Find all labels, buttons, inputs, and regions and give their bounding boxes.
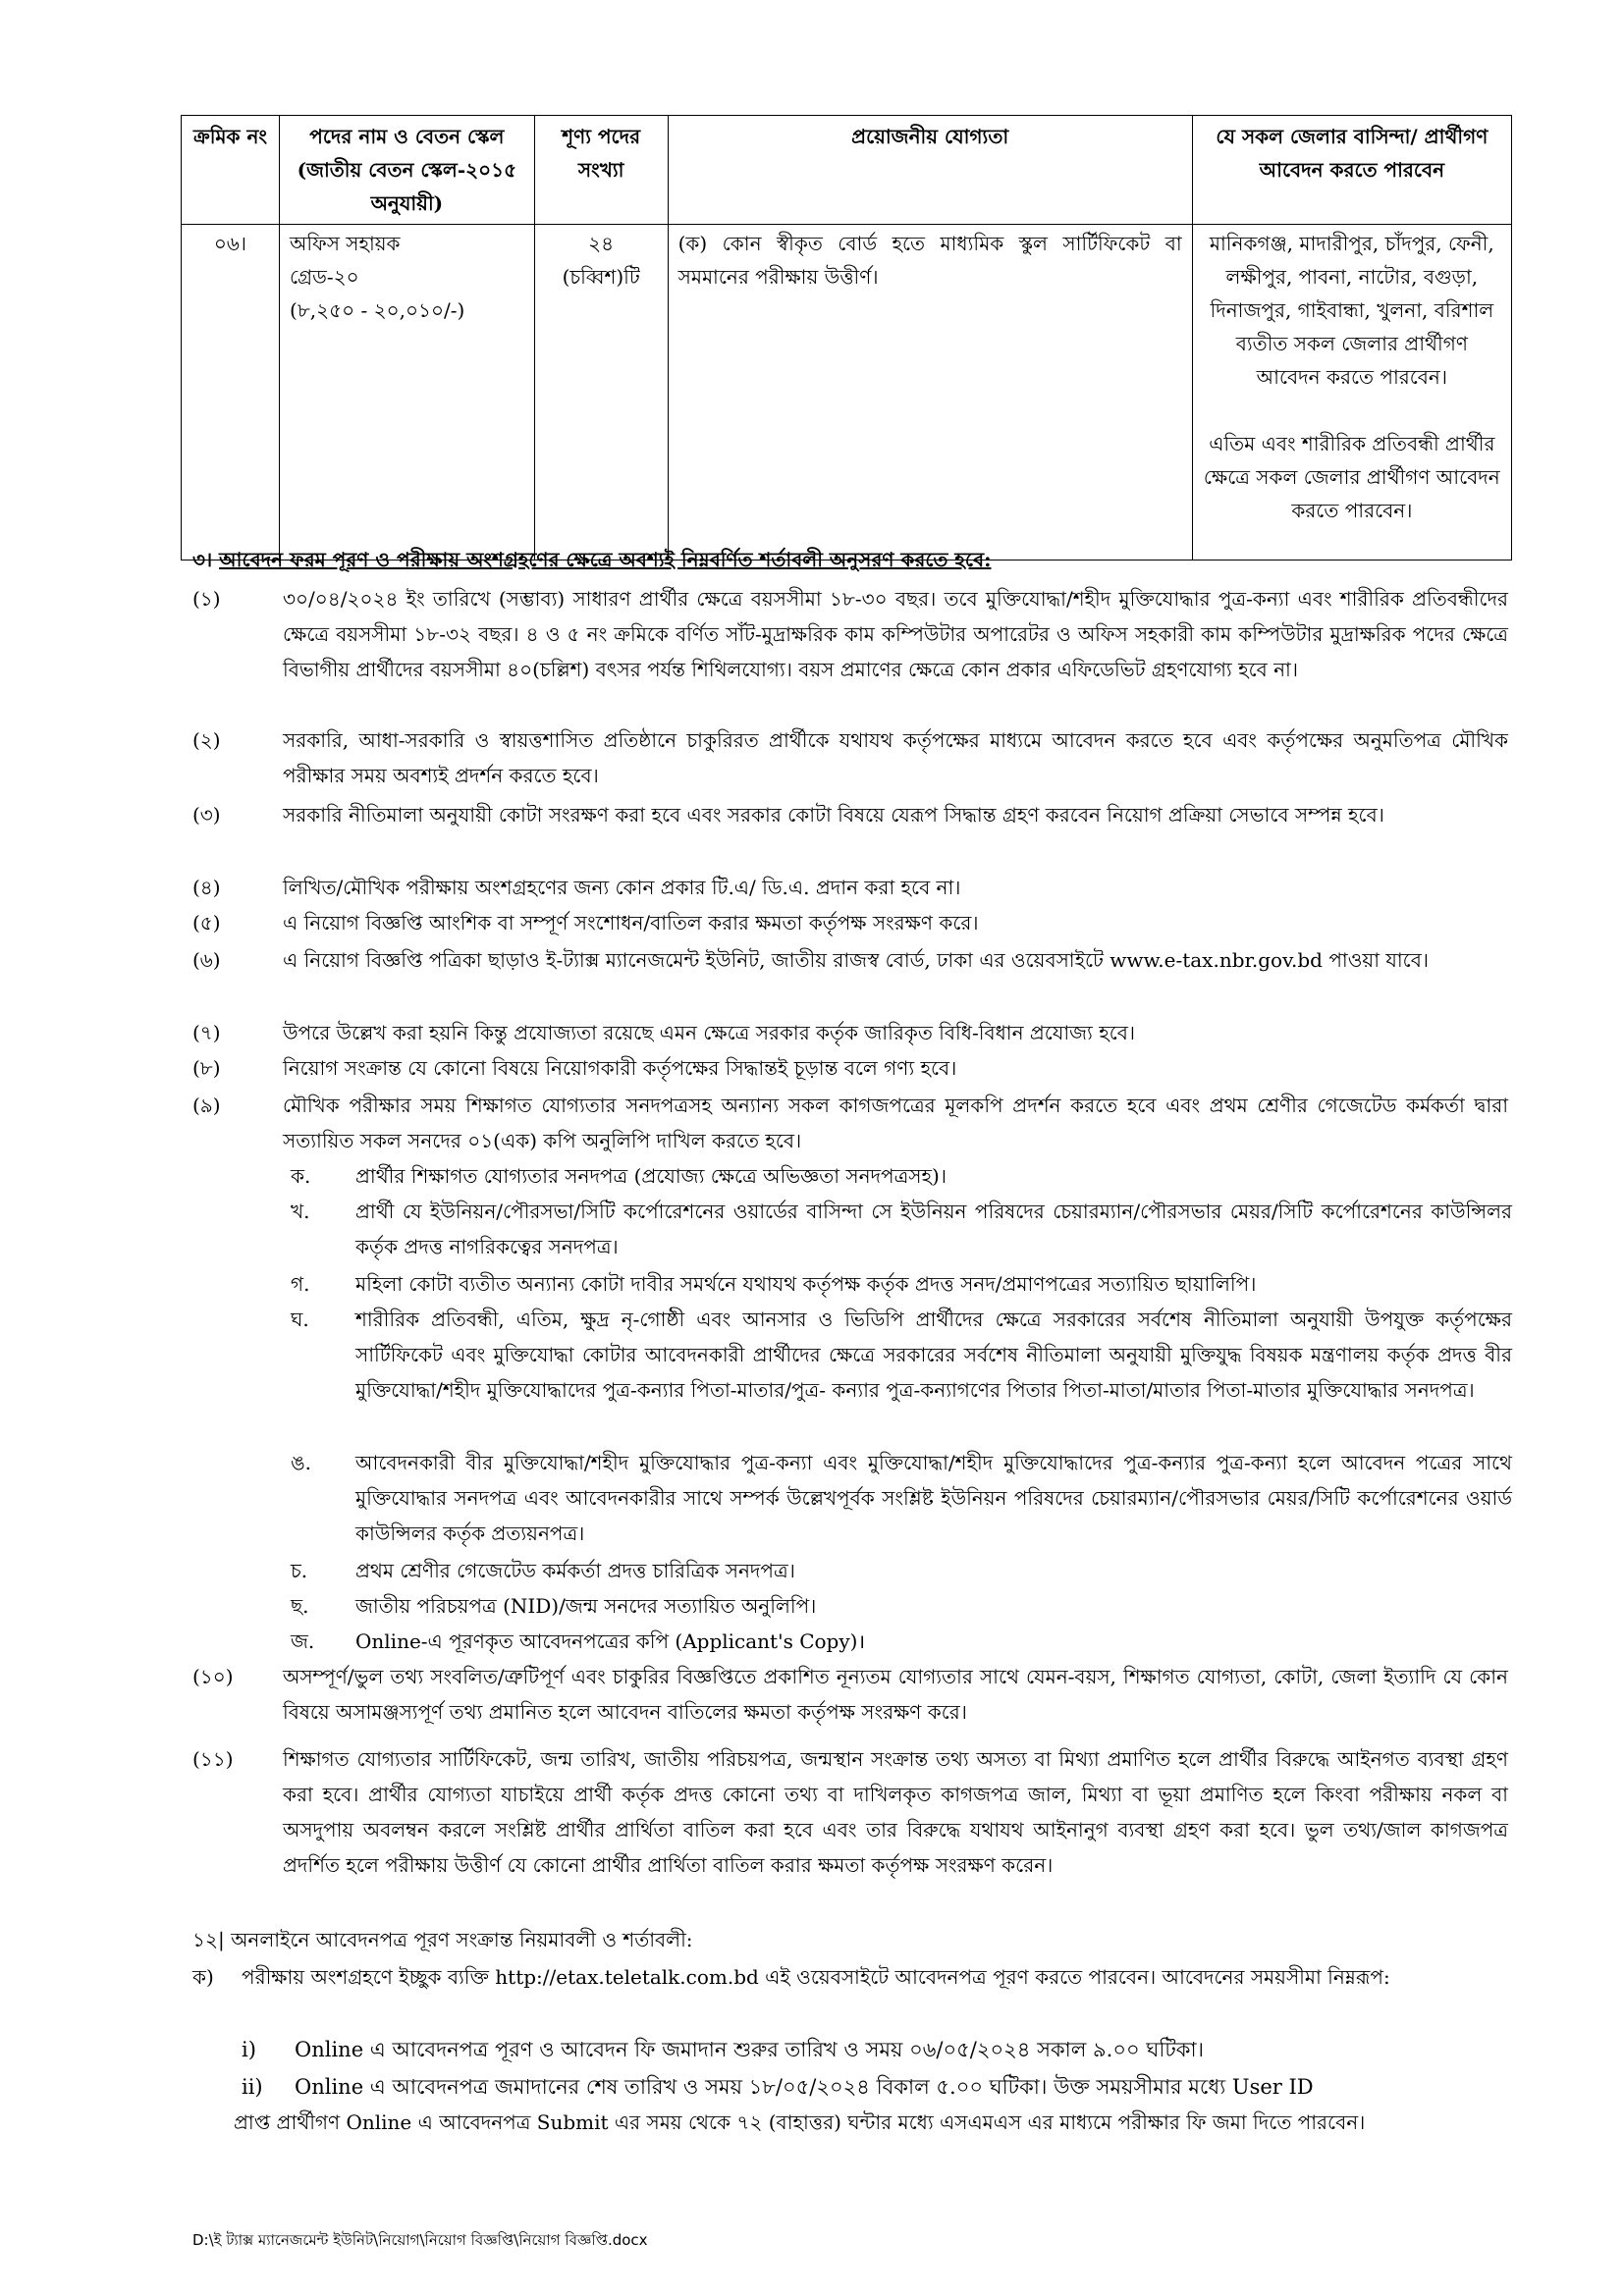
file-path-footer: D:\ই ট্যাক্স ম্যানেজমেন্ট ইউনিট\নিয়োগ\নিয়োগ বিজ্ঞপ্তি\নিয়োগ বিজ্ঞপ্তি.docx [192,2231,648,2249]
districts-special: এতিম এবং শারীরিক প্রতিবন্ধী প্রার্থীর ক্ষেত্রে সকল জেলার প্রার্থীগণ আবেদন করতে পারবেন। [1203,432,1500,522]
vacancy-number: ২৪ [588,232,615,255]
document-page: ক্রমিক নং পদের নাম ও বেতন স্কেল (জাতীয় বেতন স্কেল-২০১৫ অনুযায়ী) শূণ্য পদের সংখ্যা প্রয়োজনীয় যোগ্যতা যে সকল জেলার বাসিন্দা/ প্রার্থীগণ আবেদন করতে পারবেন ০৬। অফিস সহায়ক গ্রেড-২০ (৮,২৫০ - ২০,০১০/-) ২৪ (চব্বিশ)টি (ক) কোন স্বীকৃত বোর্ড হতে মাধ্যমিক স্কুল সার্টিফিকেট বা সমমানের পরীক্ষায় উত্তীর্ণ। মানিকগঞ্জ, মাদারীপুর, চাঁদপুর, ফেনী, লক্ষীপুর, পাবনা, নাটোর, বগুড়া, দিনাজপুর, গাইবান্ধা, খুলনা, বরিশাল ব্যতীত সকল জেলার প্রার্থীগণ আবেদন করতে পারবেন। এতিম এবং শারীরিক প্রতিবন্ধী প্রার্থীর ক্ষেত্রে সকল জেলার প্রার্থীগণ আবেদন করতে পারবেন। ৩। আবেদন ফরম পূরণ ও পরীক্ষায় অংশগ্রহণের ক্ষেত্রে অবশ্যই নিম্নবর্ণিত শর্তাবলী অনুসরণ করতে হবে: (১) ৩০/০৪/২০২৪ ইং তারিখে (সম্ভাব্য) সাধারণ প্রার্থীর ক্ষেত্রে বয়সসীমা ১৮-৩০ বছর। তবে মুক্তিযোদ্ধা/শহীদ মুক্তিযোদ্ধার পুত্র-কন্যা এবং শারীরিক প্রতিবন্ধীদের ক্ষেত্রে বয়সসীমা ১৮-৩২ বছর। ৪ ও ৫ নং ক্রমিকে বর্ণিত সাঁট-মুদ্রাক্ষরিক কাম কম্পিউটার অপারেটর ও অফিস সহকারী কাম কম্পিউটার মুদ্রাক্ষরিক পদের ক্ষেত্রে বিভাগীয় প্রার্থীদের বয়সসীমা ৪০(চল্লিশ) বৎসর পর্যন্ত শিথিলযোগ্য। বয়স প্রমাণের ক্ষেত্রে কোন প্রকার এফিডেভিট গ্রহণযোগ্য হবে না। (২) সরকারি, আধা-সরকারি ও স্বায়ত্তশাসিত প্রতিষ্ঠানে চাকুরিরত প্রার্থীকে যথাযথ কর্তৃপক্ষের মাধ্যমে আবেদন করতে হবে এবং কর্তৃপক্ষের অনুমতিপত্র মৌখিক পরীক্ষার সময় অবশ্যই প্রদর্শন করতে হবে। (৩) সরকারি নীতিমালা অনুযায়ী কোটা সংরক্ষণ করা হবে এবং সরকার কোটা বিষয়ে যেরূপ সিদ্ধান্ত গ্রহণ করবেন নিয়োগ প্রক্রিয়া সেভাবে সম্পন্ন হবে। (৪) লিখিত/মৌখিক পরীক্ষায় অংশগ্রহণের জন্য কোন প্রকার টি.এ/ ডি.এ. প্রদান করা হবে না। (৫) এ নিয়োগ বিজ্ঞপ্তি আংশিক বা সম্পূর্ণ সংশোধন/বাতিল করার ক্ষমতা কর্তৃপক্ষ সংরক্ষণ করে। (৬) এ নিয়োগ বিজ্ঞপ্তি পত্রিকা ছাড়াও ই-ট্যাক্স ম্যানেজমেন্ট ইউনিট, জাতীয় রাজস্ব বোর্ড, ঢাকা এর ওয়েবসাইটে www.e-tax.nbr.gov.bd পাওয়া যাবে। (৭) উপরে উল্লেখ করা হয়নি কিন্তু প্রযোজ্যতা রয়েছে এমন ক্ষেত্রে সরকার কর্তৃক জারিকৃত বিধি-বিধান প্রযোজ্য হবে। (৮) নিয়োগ সংক্রান্ত যে কোনো বিষয়ে নিয়োগকারী কর্তৃপক্ষের সিদ্ধান্তই চূড়ান্ত বলে গণ্য হবে। (৯) মৌখিক পরীক্ষার সময় শিক্ষাগত যোগ্যতার সনদপত্রসহ অন্যান্য সকল কাগজপত্রের মূলকপি প্রদর্শন করতে হবে এবং প্রথম শ্রেণীর গেজেটেড কর্মকর্তা দ্বারা সত্যায়িত সকল সনদের ০১(এক) কপি অনুলিপি দাখিল করতে হবে। ক. প্রার্থীর শিক্ষাগত যোগ্যতার সনদপত্র (প্রযোজ্য ক্ষেত্রে অভিজ্ঞতা সনদপত্রসহ)। খ. প্রার্থী যে ইউনিয়ন/পৌরসভা/সিটি কর্পোরেশনের ওয়ার্ডের বাসিন্দা সে ইউনিয়ন পরিষদের চেয়ারম্যান/পৌরসভার মেয়র/সিটি কর্পোরেশনের কাউন্সিলর কর্তৃক প্রদত্ত নাগরিকত্বের সনদপত্র। গ. মহিলা কোটা ব্যতীত অন্যান্য কোটা দাবীর সমর্থনে যথাযথ কর্তৃপক্ষ কর্তৃক প্রদত্ত সনদ/প্রমাণপত্রের সত্যায়িত ছায়ালিপি। ঘ. শারীরিক প্রতিবন্ধী, এতিম, ক্ষুদ্র নৃ-গোষ্ঠী এবং আনসার ও ভিডিপি প্রার্থীদের ক্ষেত্রে সরকারের সর্বশেষ নীতিমালা অনুযায়ী উপযুক্ত কর্তৃপক্ষের সার্টিফিকেট এবং মুক্তিযোদ্ধা কোটার আবেদনকারী প্রার্থীদের ক্ষেত্রে সরকারের সর্বশেষ নীতিমালা অনুযায়ী মুক্তিযুদ্ধ বিষয়ক মন্ত্রণালয় কর্তৃক প্রদত্ত বীর মুক্তিযোদ্ধা/শহীদ মুক্তিযোদ্ধাদের পুত্র-কন্যার পিতা-মাতার/পুত্র- কন্যার পুত্র-কন্যাগণের পিতার পিতা-মাতা/মাতার পিতা-মাতার মুক্তিযোদ্ধার সনদপত্র। ঙ. আবেদনকারী বীর মুক্তিযোদ্ধা/শহীদ মুক্তিযোদ্ধার পুত্র-কন্যা এবং মুক্তিযোদ্ধা/শহীদ মুক্তিযোদ্ধাদের পুত্র-কন্যার পুত্র-কন্যা হলে আবেদন পত্রের সাথে মুক্তিযোদ্ধার সনদপত্র এবং আবেদনকারীর সাথে সম্পর্ক উল্লেখপূর্বক সংশ্লিষ্ট ইউনিয়ন পরিষদের চেয়ারম্যান/পৌরসভার মেয়র/সিটি কর্পোরেশনের ওয়ার্ড কাউন্সিলর কর্তৃক প্রত্যয়নপত্র। চ. প্রথম শ্রেণীর গেজেটেড কর্মকর্তা প্রদত্ত চারিত্রিক সনদপত্র। ছ. জাতীয় পরিচয়পত্র (NID)/জন্ম সনদের সত্যায়িত অনুলিপি। জ. Online-এ পূরণকৃত আবেদনপত্রের কপি (Applicant's Copy)। (১০) অসম্পূর্ণ/ভুল তথ্য সংবলিত/ত্রুটিপূর্ণ এবং চাকুরির বিজ্ঞপ্তিতে প্রকাশিত নূন্যতম যোগ্যতার সাথে যেমন-বয়স, শিক্ষাগত যোগ্যতা, কোটা, জেলা ইত্যাদি যে কোন বিষয়ে অসামঞ্জস্যপূর্ণ তথ্য প্রমানিত হলে আবেদন বাতিলের ক্ষমতা কর্তৃপক্ষ সংরক্ষণ করে। (১১) শিক্ষাগত যোগ্যতার সার্টিফিকেট, জন্ম তারিখ, জাতীয় পরিচয়পত্র, জন্মস্থান সংক্রান্ত তথ্য অসত্য বা মিথ্যা প্রমাণিত হলে প্রার্থীর বিরুদ্ধে আইনগত ব্যবস্থা গ্রহণ করা হবে। প্রার্থীর যোগ্যতা যাচাইয়ে প্রার্থী কর্তৃক প্রদত্ত কোনো তথ্য বা দাখিলকৃত কাগজপত্র জাল, মিথ্যা বা ভূয়া প্রমাণিত হলে কিংবা পরীক্ষায় নকল বা অসদুপায় অবলম্বন করলে সংশ্লিষ্ট প্রার্থীর প্রার্থিতা বাতিল করা হবে এবং তার বিরুদ্ধে যথাযথ আইনানুগ ব্যবস্থা গ্রহণ করা হবে। ভুল তথ্য/জাল কাগজপত্র প্রদর্শিত হলে পরীক্ষায় উত্তীর্ণ যে কোনো প্রার্থীর প্রার্থিতা বাতিল করার ক্ষমতা কর্তৃপক্ষ সংরক্ষণ করেন। ১২| অনলাইনে আবেদনপত্র পূরণ সংক্রান্ত নিয়মাবলী ও শর্তাবলী: ক) পরীক্ষায় অংশগ্রহণে ইচ্ছুক ব্যক্তি http://etax.teletalk.com.bd এই ওয়েবসাইটে আবেদনপত্র পূরণ করতে পারবেন। আবেদনের সময়সীমা নিম্নরূপ: i) Online এ আবেদনপত্র পূরণ ও আবেদন ফি জমাদান শুরুর তারিখ ও সময় ০৬/০৫/২০২৪ সকাল ৯.০০ ঘটিকা। ii) Online এ আবেদনপত্র জমাদানের শেষ তারিখ ও সময় ১৮/০৫/২০২৪ বিকাল ৫.০০ ঘটিকা। উক্ত সময়সীমার মধ্যে User ID প্রাপ্ত প্রার্থীগণ Online এ আবেদনপত্র Submit এর সময় থেকে ৭২ (বাহাত্তর) ঘন্টার মধ্যে এসএমএস এর মাধ্যমে পরীক্ষার ফি জমা দিতে পারবেন। D:\ই ট্যাক্স ম্যানেজমেন্ট ইউনিট\নিয়োগ\নিয়োগ বিজ্ঞপ্তি\নিয়োগ বিজ্ঞপ্তি.docx [0,0,1624,2296]
cell-post-name [280,225,535,561]
section-3-heading [192,542,991,577]
post-grade: গ্রেড-২০ [290,265,359,289]
vacancy-table [181,115,1512,561]
districts-general: মানিকগঞ্জ, মাদারীপুর, চাঁদপুর, ফেনী, লক্ষীপুর, পাবনা, নাটোর, বগুড়া, দিনাজপুর, গাইবান্ধা, খুলনা, বরিশাল ব্যতীত সকল জেলার প্রার্থীগণ আবেদন করতে পারবেন। [1209,232,1494,389]
cell-districts [1192,225,1511,561]
post-name: অফিস সহায়ক [290,232,401,255]
section-3-number: ৩। [192,548,213,571]
col-header-serial: ক্রমিক নং [182,116,280,225]
online-schedule-continuation: প্রাপ্ত প্রার্থীগণ Online এ আবেদনপত্র Submit এর সময় থেকে ৭২ (বাহাত্তর) ঘন্টার মধ্যে এসএমএস এর মাধ্যমে পরীক্ষার ফি জমা দিতে পারবেন। [234,2110,1366,2134]
post-scale: (৮,২৫০ - ২০,০১০/-) [290,298,465,322]
cell-qualification: (ক) কোন স্বীকৃত বোর্ড হতে মাধ্যমিক স্কুল সার্টিফিকেট বা সমমানের পরীক্ষায় উত্তীর্ণ। [668,225,1192,561]
section-3-title: আবেদন ফরম পূরণ ও পরীক্ষায় অংশগ্রহণের ক্ষেত্রে অবশ্যই নিম্নবর্ণিত শর্তাবলী অনুসরণ করতে হবে: [219,548,992,571]
table-header-row [182,116,1512,225]
vacancy-words: (চব্বিশ)টি [562,265,640,289]
col-header-districts: যে সকল জেলার বাসিন্দা/ প্রার্থীগণ আবেদন করতে পারবেন [1192,116,1511,225]
col-header-vacancy: শূণ্য পদের সংখ্যা [534,116,668,225]
section-12-heading: ১২| অনলাইনে আবেদনপত্র পূরণ সংক্রান্ত নিয়মাবলী ও শর্তাবলী: [192,1928,693,1951]
col-header-qualification: প্রয়োজনীয় যোগ্যতা [668,116,1192,225]
cell-serial: ০৬। [182,225,280,561]
col-header-post-name: পদের নাম ও বেতন স্কেল (জাতীয় বেতন স্কেল-২০১৫ অনুযায়ী) [280,116,535,225]
table-row [182,225,1512,561]
cell-vacancy [534,225,668,561]
